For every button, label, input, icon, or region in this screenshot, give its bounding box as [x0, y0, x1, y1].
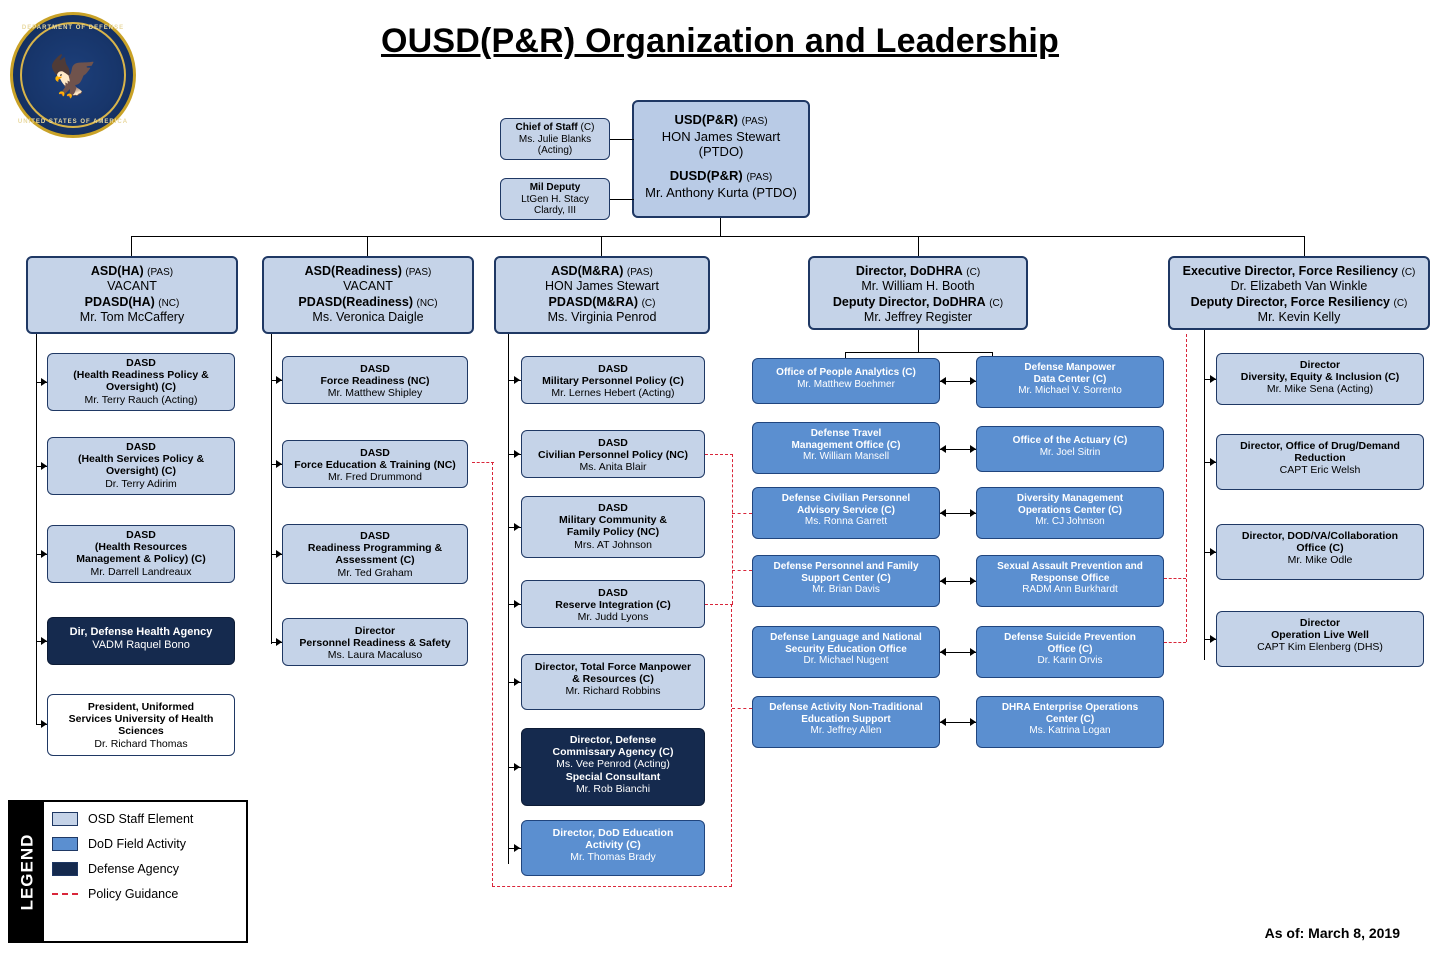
policy-guidance-line [492, 886, 732, 887]
dusd-code: (PAS) [746, 172, 773, 183]
arrow-icon [970, 577, 976, 585]
legend-item-label: Defense Agency [88, 862, 180, 876]
head-name-1: VACANT [107, 278, 157, 293]
arrow-icon [514, 450, 520, 458]
legend-items [44, 802, 246, 941]
policy-guidance-line [1164, 578, 1186, 579]
connector [610, 199, 634, 200]
connector [918, 330, 919, 352]
dusd-name: Mr. Anthony Kurta (PTDO) [645, 185, 797, 200]
head-name-1: HON James Stewart [545, 278, 659, 293]
box-dasd-health-resources: DASD (Health Resources Management & Policy) (C) Mr. Darrell Landreaux [47, 525, 235, 583]
connector [720, 218, 721, 236]
head-code-1: (PAS) [147, 267, 174, 278]
connector [610, 139, 634, 140]
legend-label: LEGEND [17, 833, 36, 910]
connector [601, 236, 602, 257]
connector [918, 236, 919, 257]
connector [367, 236, 368, 257]
arrow-icon [276, 460, 282, 468]
arrow-icon [514, 376, 520, 384]
box-director-diversity-equity-inclusion: Director Diversity, Equity & Inclusion (C) Mr. Mike Sena (Acting) [1216, 353, 1424, 405]
usd-code: (PAS) [741, 116, 768, 127]
arrow-icon [940, 577, 946, 585]
arrow-icon [514, 678, 520, 686]
head-title-1: ASD(HA) [90, 264, 144, 278]
legend-item-label: OSD Staff Element [88, 812, 194, 826]
box-dasd-force-education-training: DASD Force Education & Training (NC) Mr. Fred Drummond [282, 440, 468, 488]
page-title: OUSD(P&R) Organization and Leadership [380, 22, 1060, 60]
box-dasd-health-readiness: DASD (Health Readiness Policy & Oversight) (C) Mr. Terry Rauch (Acting) [47, 353, 235, 411]
head-name-2: Mr. Kevin Kelly [1257, 309, 1341, 324]
arrow-icon [940, 648, 946, 656]
dusd-title: DUSD(P&R) [669, 168, 743, 183]
box-dasd-military-community-family-policy: DASD Military Community & Family Policy (NC) Mrs. AT Johnson [521, 496, 705, 558]
box-dasd-readiness-programming: DASD Readiness Programming & Assessment (C) Mr. Ted Graham [282, 524, 468, 584]
mil-deputy-title: Mil Deputy [529, 182, 581, 193]
column-header-dodhra [808, 256, 1028, 330]
head-title-2: PDASD(HA) [84, 295, 155, 310]
arrow-icon [970, 509, 976, 517]
eagle-icon: 🦅 [48, 55, 98, 100]
legend-swatch-osd [52, 812, 78, 826]
box-office-of-people-analytics: Office of People Analytics (C) Mr. Matthew Boehmer [752, 358, 940, 404]
legend-item-label: DoD Field Activity [88, 837, 186, 851]
policy-guidance-line [492, 462, 493, 886]
head-code-2: (C) [989, 298, 1004, 310]
legend-tab [10, 802, 44, 941]
arrow-icon [41, 720, 47, 728]
usd-title: USD(P&R) [674, 112, 738, 127]
arrow-icon [41, 462, 47, 470]
box-director-personnel-readiness-safety: Director Personnel Readiness & Safety Ms. Laura Macaluso [282, 618, 468, 666]
legend-item-policy-guidance [52, 887, 238, 901]
box-dasd-reserve-integration: DASD Reserve Integration (C) Mr. Judd Lyons [521, 580, 705, 628]
connector [1304, 236, 1305, 257]
arrow-icon [940, 445, 946, 453]
column-header-asd-readiness [262, 256, 474, 334]
column-header-force-resiliency [1168, 256, 1430, 330]
usd-name: HON James Stewart (PTDO) [661, 129, 781, 159]
chief-of-staff-sub: (Acting) [537, 145, 573, 157]
box-director-operation-live-well: Director Operation Live Well CAPT Kim Elenberg (DHS) [1216, 611, 1424, 667]
box-defense-civilian-personnel-advisory-service: Defense Civilian Personnel Advisory Service (C) Ms. Ronna Garrett [752, 487, 940, 539]
head-title-2: PDASD(M&RA) [548, 295, 639, 310]
col1-spine [36, 334, 37, 724]
policy-guidance-line [705, 454, 733, 455]
policy-guidance-line [732, 513, 752, 514]
head-code-2: (C) [641, 298, 656, 310]
box-dasd-military-personnel-policy: DASD Military Personnel Policy (C) Mr. Lernes Hebert (Acting) [521, 356, 705, 404]
head-name-1: VACANT [343, 278, 393, 293]
box-diversity-management-operations-center: Diversity Management Operations Center (C) Mr. CJ Johnson [976, 487, 1164, 539]
col3-spine [508, 334, 509, 864]
box-dasd-force-readiness: DASD Force Readiness (NC) Mr. Matthew Shipley [282, 356, 468, 404]
policy-guidance-line [472, 462, 494, 463]
mil-deputy-box [500, 178, 610, 220]
head-code-1: (C) [1401, 267, 1416, 278]
head-name-1: Dr. Elizabeth Van Winkle [1230, 278, 1368, 293]
box-defense-health-agency: Dir, Defense Health Agency VADM Raquel Bono [47, 617, 235, 665]
as-of-date: As of: March 8, 2019 [1264, 925, 1400, 941]
arrow-icon [41, 550, 47, 558]
arrow-icon [970, 718, 976, 726]
box-defense-manpower-data-center: Defense Manpower Data Center (C) Mr. Michael V. Sorrento [976, 356, 1164, 408]
legend-item-osd [52, 812, 238, 826]
arrow-icon [940, 718, 946, 726]
chief-of-staff-name: Ms. Julie Blanks [518, 133, 592, 145]
seal-bottom-text: UNITED STATES OF AMERICA [17, 119, 129, 125]
policy-guidance-line [732, 570, 752, 571]
legend-swatch-policy [52, 893, 78, 895]
box-defense-travel-management-office: Defense Travel Management Office (C) Mr. William Mansell [752, 422, 940, 474]
box-dod-education-activity: Director, DoD Education Activity (C) Mr. Thomas Brady [521, 820, 705, 876]
head-title-2: Deputy Director, Force Resiliency [1190, 295, 1390, 310]
head-title-1: ASD(M&RA) [551, 264, 624, 278]
box-defense-activity-non-traditional-education-support: Defense Activity Non-Traditional Education Support Mr. Jeffrey Allen [752, 696, 940, 748]
arrow-icon [970, 377, 976, 385]
box-sexual-assault-prevention-response-office: Sexual Assault Prevention and Response Office RADM Ann Burkhardt [976, 555, 1164, 607]
policy-guidance-line [732, 454, 733, 604]
head-name-2: Ms. Veronica Daigle [312, 309, 424, 324]
head-title-1: Executive Director, Force Resiliency [1182, 264, 1398, 278]
box-defense-personnel-family-support-center: Defense Personnel and Family Support Center (C) Mr. Brian Davis [752, 555, 940, 607]
chief-of-staff-title: Chief of Staff [515, 122, 578, 133]
policy-guidance-line [705, 604, 733, 605]
mil-deputy-name: LtGen H. Stacy [521, 193, 589, 205]
head-code-2: (C) [1393, 298, 1408, 310]
arrow-icon [1210, 635, 1216, 643]
head-code-2: (NC) [416, 298, 438, 310]
column-header-asd-mra [494, 256, 710, 334]
head-code-2: (NC) [158, 298, 180, 310]
column-header-asd-ha [26, 256, 238, 334]
head-name-1: Mr. William H. Booth [861, 278, 975, 293]
policy-guidance-line [1186, 334, 1187, 642]
arrow-icon [41, 378, 47, 386]
head-title-1: ASD(Readiness) [304, 264, 402, 278]
legend-item-field-activity [52, 837, 238, 851]
box-director-drug-demand-reduction: Director, Office of Drug/Demand Reduction CAPT Eric Welsh [1216, 434, 1424, 490]
head-name-2: Mr. Jeffrey Register [863, 309, 973, 324]
legend [8, 800, 248, 943]
arrow-icon [940, 509, 946, 517]
arrow-icon [1210, 375, 1216, 383]
arrow-icon [514, 600, 520, 608]
chief-of-staff-box [500, 118, 610, 160]
box-dasd-civilian-personnel-policy: DASD Civilian Personnel Policy (NC) Ms. Anita Blair [521, 430, 705, 478]
main-bus [131, 236, 1304, 237]
connector [131, 236, 132, 257]
head-code-1: (PAS) [626, 267, 653, 278]
legend-swatch-agency [52, 862, 78, 876]
head-code-1: (C) [966, 267, 981, 278]
policy-guidance-line [732, 708, 752, 709]
box-defense-commissary-agency: Director, Defense Commissary Agency (C) Ms. Vee Penrod (Acting) Special Consultant Mr. Rob Bianchi [521, 728, 705, 806]
arrow-icon [514, 523, 520, 531]
arrow-icon [41, 637, 47, 645]
legend-item-label: Policy Guidance [88, 887, 179, 901]
box-dhra-enterprise-operations-center: DHRA Enterprise Operations Center (C) Ms. Katrina Logan [976, 696, 1164, 748]
head-title-1: Director, DoDHRA [855, 264, 963, 278]
box-office-of-the-actuary: Office of the Actuary (C) Mr. Joel Sitrin [976, 426, 1164, 472]
usd-block [640, 112, 802, 159]
arrow-icon [276, 550, 282, 558]
box-director-dod-va-collaboration-office: Director, DOD/VA/Collaboration Office (C) Mr. Mike Odle [1216, 524, 1424, 580]
arrow-icon [514, 844, 520, 852]
head-code-1: (PAS) [405, 267, 432, 278]
seal-top-text: DEPARTMENT OF DEFENSE [21, 25, 125, 31]
mil-deputy-sub: Clardy, III [533, 205, 577, 217]
box-director-total-force-manpower: Director, Total Force Manpower & Resources (C) Mr. Richard Robbins [521, 654, 705, 710]
connector [845, 352, 992, 353]
legend-swatch-field [52, 837, 78, 851]
arrow-icon [970, 445, 976, 453]
box-usuhs-president: President, Uniformed Services University of Health Sciences Dr. Richard Thomas [47, 694, 235, 756]
arrow-icon [940, 377, 946, 385]
chief-of-staff-code: (C) [580, 122, 595, 133]
head-name-2: Mr. Tom McCaffery [79, 309, 185, 324]
head-title-2: PDASD(Readiness) [298, 295, 414, 310]
dusd-block [640, 168, 802, 200]
box-dasd-health-services: DASD (Health Services Policy & Oversight) (C) Dr. Terry Adirim [47, 437, 235, 495]
head-name-2: Ms. Virginia Penrod [547, 309, 657, 324]
arrow-icon [970, 648, 976, 656]
arrow-icon [514, 763, 520, 771]
arrow-icon [1210, 548, 1216, 556]
policy-guidance-line [731, 604, 732, 887]
legend-item-defense-agency [52, 862, 238, 876]
arrow-icon [276, 376, 282, 384]
box-defense-language-national-security-education-office: Defense Language and National Security Education Office Dr. Michael Nugent [752, 626, 940, 678]
arrow-icon [1210, 458, 1216, 466]
arrow-icon [276, 638, 282, 646]
head-title-2: Deputy Director, DoDHRA [832, 295, 986, 310]
box-defense-suicide-prevention-office: Defense Suicide Prevention Office (C) Dr. Karin Orvis [976, 626, 1164, 678]
policy-guidance-line [1164, 642, 1186, 643]
